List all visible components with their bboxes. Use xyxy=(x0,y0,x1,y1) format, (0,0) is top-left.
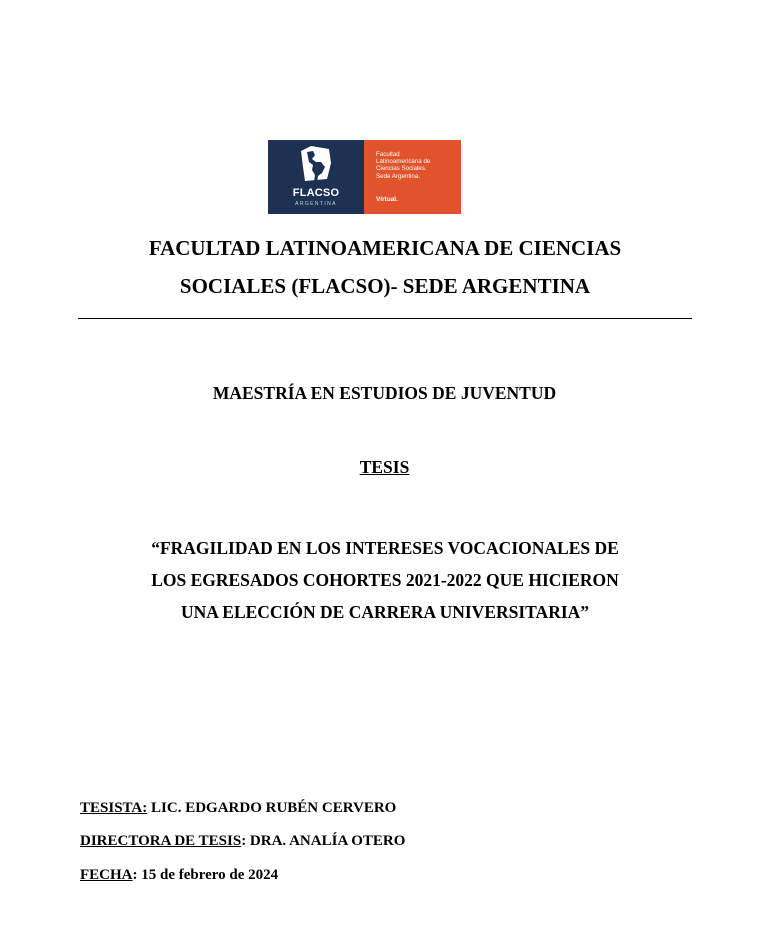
date-value: : 15 de febrero de 2024 xyxy=(132,867,279,883)
date-label: FECHA xyxy=(80,867,133,883)
institution-title xyxy=(78,229,692,305)
author-row xyxy=(80,800,396,817)
logo-description: Facultad Latinoamericana de Ciencias Sociales. Sede Argentina. xyxy=(376,151,431,180)
logo-left-panel xyxy=(268,140,364,214)
americas-map-icon xyxy=(299,145,333,185)
thesis-title-line-1: “FRAGILIDAD EN LOS INTERESES VOCACIONALES DE xyxy=(151,538,619,558)
director-label: DIRECTORA DE TESIS xyxy=(80,833,242,849)
thesis-title-line-2: LOS EGRESADOS COHORTES 2021-2022 QUE HICIERON xyxy=(151,570,619,590)
logo-right-panel xyxy=(364,140,461,214)
logo-name: FLACSO xyxy=(292,187,340,199)
logo-country: ARGENTINA xyxy=(295,201,337,207)
date-row xyxy=(80,867,278,884)
institution-title-line-2: SOCIALES (FLACSO)- SEDE ARGENTINA xyxy=(179,274,591,298)
thesis-title xyxy=(80,532,690,628)
thesis-title-line-3: UNA ELECCIÓN DE CARRERA UNIVERSITARIA” xyxy=(180,602,590,622)
author-value: LIC. EDGARDO RUBÉN CERVERO xyxy=(147,800,397,816)
logo-tag: Virtual. xyxy=(376,196,398,203)
flacso-logo xyxy=(268,140,461,214)
author-label: TESISTA: xyxy=(80,800,148,816)
institution-title-line-1: FACULTAD LATINOAMERICANA DE CIENCIAS xyxy=(148,236,622,260)
document-type: TESIS xyxy=(359,457,410,477)
director-value: : DRA. ANALÍA OTERO xyxy=(241,833,406,849)
director-row xyxy=(80,833,405,850)
title-divider xyxy=(78,318,692,319)
program-name: MAESTRÍA EN ESTUDIOS DE JUVENTUD xyxy=(212,383,557,403)
